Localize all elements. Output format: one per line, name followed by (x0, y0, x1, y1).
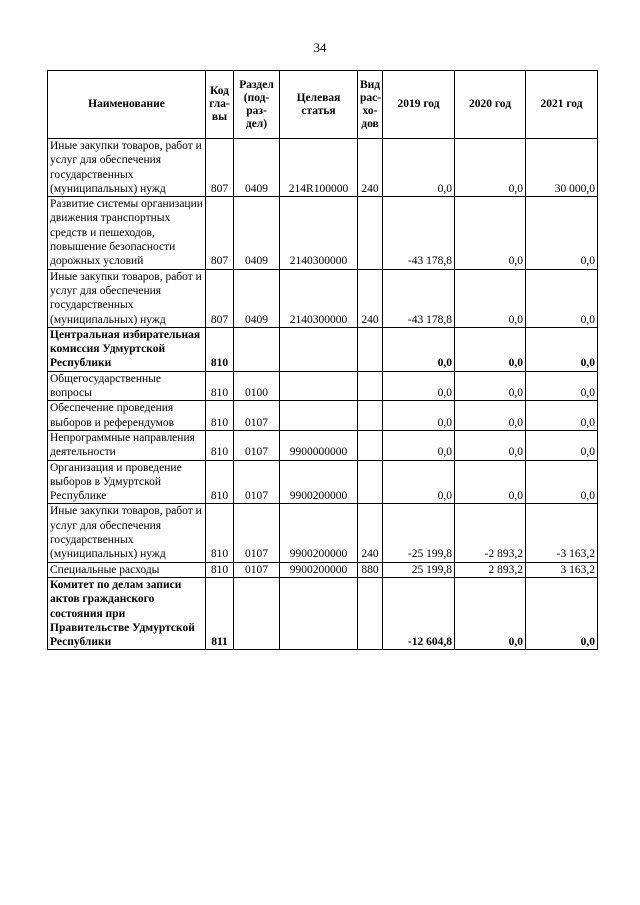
header-2020: 2020 год (455, 71, 526, 139)
row-target: 214R100000 (280, 139, 358, 197)
row-code: 810 (206, 430, 234, 460)
row-section: 0107 (234, 460, 280, 504)
table-row (48, 371, 598, 401)
table-row (48, 562, 598, 577)
row-2020: 0,0 (455, 139, 526, 197)
row-name: Обеспечение проведения выборов и референдумов (48, 401, 206, 431)
row-2020: 2 893,2 (455, 562, 526, 577)
row-type: 880 (358, 562, 383, 577)
row-type (358, 430, 383, 460)
row-section: 0409 (234, 197, 280, 269)
row-2019: -43 178,8 (383, 269, 455, 327)
row-target: 9900200000 (280, 504, 358, 562)
row-target (280, 577, 358, 649)
row-section: 0107 (234, 401, 280, 431)
row-2019: 0,0 (383, 327, 455, 371)
row-code: 810 (206, 401, 234, 431)
row-name: Комитет по делам записи актов гражданского состояния при Правительстве Удмуртской Республики (48, 577, 206, 649)
row-2021: 0,0 (526, 327, 598, 371)
row-2021: 0,0 (526, 577, 598, 649)
row-type: 240 (358, 269, 383, 327)
row-target: 9900200000 (280, 562, 358, 577)
row-section: 0409 (234, 139, 280, 197)
row-2020: -2 893,2 (455, 504, 526, 562)
row-2020: 0,0 (455, 460, 526, 504)
row-code: 807 (206, 139, 234, 197)
row-type (358, 460, 383, 504)
budget-table (47, 70, 598, 650)
row-section: 0100 (234, 371, 280, 401)
row-2021: 3 163,2 (526, 562, 598, 577)
row-2019: 0,0 (383, 139, 455, 197)
row-code: 810 (206, 562, 234, 577)
row-target: 2140300000 (280, 197, 358, 269)
row-2019: -25 199,8 (383, 504, 455, 562)
table-row (48, 504, 598, 562)
header-type: Вид рас-хо-дов (358, 71, 383, 139)
row-code: 807 (206, 269, 234, 327)
row-2020: 0,0 (455, 401, 526, 431)
table-row (48, 139, 598, 197)
row-2021: 0,0 (526, 460, 598, 504)
table-row (48, 577, 598, 649)
table-row (48, 327, 598, 371)
row-2021: 0,0 (526, 401, 598, 431)
row-code: 810 (206, 327, 234, 371)
row-code: 810 (206, 371, 234, 401)
row-type: 240 (358, 504, 383, 562)
row-2021: 30 000,0 (526, 139, 598, 197)
row-2020: 0,0 (455, 327, 526, 371)
row-2020: 0,0 (455, 197, 526, 269)
row-2021: 0,0 (526, 371, 598, 401)
row-target (280, 327, 358, 371)
row-code: 811 (206, 577, 234, 649)
row-section: 0409 (234, 269, 280, 327)
row-type (358, 371, 383, 401)
row-name: Иные закупки товаров, работ и услуг для обеспечения государственных (муниципальных) нужд (48, 139, 206, 197)
row-2019: -43 178,8 (383, 197, 455, 269)
row-2019: -12 604,8 (383, 577, 455, 649)
row-target (280, 371, 358, 401)
header-2019: 2019 год (383, 71, 455, 139)
row-type (358, 197, 383, 269)
row-2021: 0,0 (526, 430, 598, 460)
row-name: Иные закупки товаров, работ и услуг для обеспечения государственных (муниципальных) нужд (48, 504, 206, 562)
row-section: 0107 (234, 430, 280, 460)
row-section: 0107 (234, 562, 280, 577)
row-name: Иные закупки товаров, работ и услуг для обеспечения государственных (муниципальных) нужд (48, 269, 206, 327)
row-target (280, 401, 358, 431)
row-type: 240 (358, 139, 383, 197)
row-2019: 0,0 (383, 371, 455, 401)
row-2020: 0,0 (455, 430, 526, 460)
table-row (48, 197, 598, 269)
header-name: Наименование (48, 71, 206, 139)
row-code: 810 (206, 504, 234, 562)
header-code: Код гла-вы (206, 71, 234, 139)
row-type (358, 577, 383, 649)
row-code: 807 (206, 197, 234, 269)
row-2020: 0,0 (455, 269, 526, 327)
row-2019: 0,0 (383, 460, 455, 504)
table-row (48, 460, 598, 504)
row-2021: 0,0 (526, 197, 598, 269)
row-name: Специальные расходы (48, 562, 206, 577)
row-2020: 0,0 (455, 371, 526, 401)
row-code: 810 (206, 460, 234, 504)
row-name: Центральная избирательная комиссия Удмуртской Республики (48, 327, 206, 371)
row-2020: 0,0 (455, 577, 526, 649)
row-target: 9900200000 (280, 460, 358, 504)
header-target: Целевая статья (280, 71, 358, 139)
row-section: 0107 (234, 504, 280, 562)
row-2019: 25 199,8 (383, 562, 455, 577)
row-name: Общегосударственные вопросы (48, 371, 206, 401)
table-row (48, 430, 598, 460)
row-2021: -3 163,2 (526, 504, 598, 562)
header-2021: 2021 год (526, 71, 598, 139)
row-type (358, 327, 383, 371)
row-2021: 0,0 (526, 269, 598, 327)
table-row (48, 401, 598, 431)
row-name: Развитие системы организации движения транспортных средств и пешеходов, повышение безопасности дорожных условий (48, 197, 206, 269)
row-name: Организация и проведение выборов в Удмуртской Республике (48, 460, 206, 504)
row-2019: 0,0 (383, 430, 455, 460)
header-section: Раздел (под-раз-дел) (234, 71, 280, 139)
row-2019: 0,0 (383, 401, 455, 431)
row-type (358, 401, 383, 431)
row-target: 2140300000 (280, 269, 358, 327)
page-number: 34 (313, 40, 327, 55)
header-row (48, 71, 598, 139)
row-name: Непрограммные направления деятельности (48, 430, 206, 460)
row-section (234, 577, 280, 649)
table-row (48, 269, 598, 327)
row-section (234, 327, 280, 371)
row-target: 9900000000 (280, 430, 358, 460)
